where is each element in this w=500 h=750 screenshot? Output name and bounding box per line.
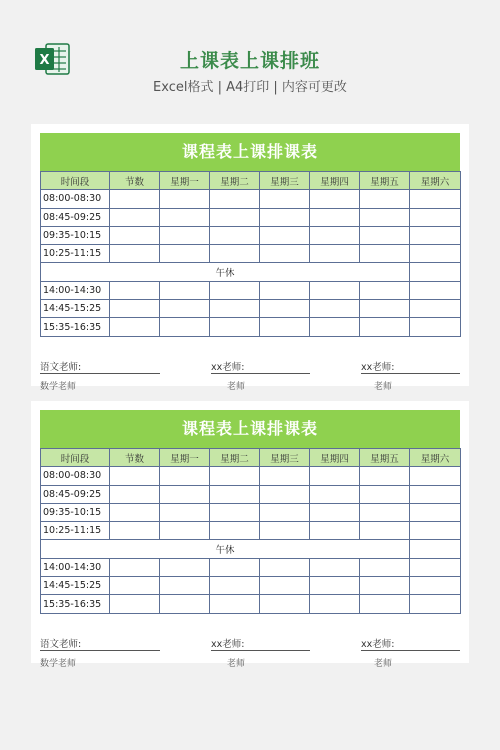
cell[interactable] (160, 595, 210, 613)
cut-off-label: 老师 (374, 382, 393, 392)
cell[interactable] (210, 300, 260, 318)
cut-off-label: 数学老师 (40, 659, 77, 669)
time-slot: 09:35-10:15 (41, 503, 110, 521)
cell[interactable] (210, 245, 260, 263)
column-header: 星期四 (310, 172, 360, 190)
cell[interactable] (410, 595, 461, 613)
cell[interactable] (360, 208, 410, 226)
cell[interactable] (310, 485, 360, 503)
cell[interactable] (210, 558, 260, 576)
cell[interactable] (310, 318, 360, 336)
cell[interactable] (110, 503, 160, 521)
cell[interactable] (360, 467, 410, 485)
cell[interactable] (410, 263, 461, 281)
cell[interactable] (210, 226, 260, 244)
cell[interactable] (410, 300, 461, 318)
cell[interactable] (110, 318, 160, 336)
cell[interactable] (360, 595, 410, 613)
cell[interactable] (410, 467, 461, 485)
cell[interactable] (210, 190, 260, 208)
signature-teacher-2 (211, 636, 244, 650)
page-title: 上课表上课排班 (179, 50, 320, 72)
cell[interactable] (410, 503, 461, 521)
cell[interactable] (260, 318, 310, 336)
time-slot: 09:35-10:15 (41, 226, 110, 244)
cell[interactable] (410, 522, 461, 540)
signature-label: xx老师: (361, 639, 395, 650)
cell[interactable] (260, 226, 310, 244)
time-slot: 15:35-16:35 (41, 318, 110, 336)
column-header: 星期四 (310, 449, 360, 467)
cell[interactable] (160, 485, 210, 503)
table-row (41, 485, 461, 503)
header-row (41, 449, 461, 467)
cell[interactable] (110, 245, 160, 263)
signature-teacher-3 (361, 636, 394, 650)
time-slot: 08:00-08:30 (41, 190, 110, 208)
cell[interactable] (260, 208, 310, 226)
column-header: 节数 (110, 449, 160, 467)
cell[interactable] (260, 503, 310, 521)
cell[interactable] (160, 208, 210, 226)
time-slot: 15:35-16:35 (41, 595, 110, 613)
cell[interactable] (310, 558, 360, 576)
lunch-label: 午休 (41, 540, 410, 558)
cell[interactable] (410, 281, 461, 299)
cell[interactable] (310, 281, 360, 299)
signature-teacher-2 (211, 359, 244, 373)
cell[interactable] (160, 318, 210, 336)
signature-label: 语文老师: (40, 362, 82, 373)
cell[interactable] (160, 245, 210, 263)
signature-label: 语文老师: (40, 639, 82, 650)
cell[interactable] (210, 318, 260, 336)
column-header: 时间段 (41, 172, 110, 190)
cell[interactable] (310, 595, 360, 613)
cell[interactable] (410, 558, 461, 576)
cell[interactable] (110, 226, 160, 244)
column-header: 节数 (110, 172, 160, 190)
signature-label: xx老师: (211, 362, 245, 373)
cell[interactable] (110, 485, 160, 503)
lunch-row (41, 263, 461, 281)
lunch-label: 午休 (41, 263, 410, 281)
cell[interactable] (260, 577, 310, 595)
cell[interactable] (260, 281, 310, 299)
time-slot: 08:45-09:25 (41, 485, 110, 503)
cut-off-label: 老师 (227, 382, 246, 392)
table-row (41, 300, 461, 318)
column-header: 星期六 (410, 449, 461, 467)
time-slot: 08:00-08:30 (41, 467, 110, 485)
table-row (41, 558, 461, 576)
cell[interactable] (110, 467, 160, 485)
cell[interactable] (210, 485, 260, 503)
cell[interactable] (360, 522, 410, 540)
cell[interactable] (260, 467, 310, 485)
table-row (41, 467, 461, 485)
header-row (41, 172, 461, 190)
cell[interactable] (410, 245, 461, 263)
cell[interactable] (210, 522, 260, 540)
cell[interactable] (160, 300, 210, 318)
cell[interactable] (110, 577, 160, 595)
cell[interactable] (110, 300, 160, 318)
cell[interactable] (410, 226, 461, 244)
cell[interactable] (160, 467, 210, 485)
cut-off-label: 数学老师 (40, 382, 77, 392)
cell[interactable] (360, 318, 410, 336)
cell[interactable] (110, 522, 160, 540)
page-header (0, 0, 500, 110)
cell[interactable] (410, 208, 461, 226)
cell[interactable] (360, 577, 410, 595)
table-row (41, 226, 461, 244)
cell[interactable] (160, 558, 210, 576)
column-header: 星期二 (210, 172, 260, 190)
column-header: 时间段 (41, 449, 110, 467)
cell[interactable] (160, 577, 210, 595)
cell[interactable] (260, 245, 310, 263)
cell[interactable] (360, 485, 410, 503)
cell[interactable] (260, 190, 310, 208)
column-header: 星期一 (160, 172, 210, 190)
cell[interactable] (360, 558, 410, 576)
table-row (41, 190, 461, 208)
lunch-row (41, 540, 461, 558)
logo-letter: X (39, 53, 50, 68)
cell[interactable] (260, 485, 310, 503)
cell[interactable] (410, 577, 461, 595)
cell[interactable] (410, 190, 461, 208)
cut-off-label: 老师 (227, 659, 246, 669)
column-header: 星期三 (260, 449, 310, 467)
cell[interactable] (210, 208, 260, 226)
cell[interactable] (110, 281, 160, 299)
cell[interactable] (110, 558, 160, 576)
cell[interactable] (160, 226, 210, 244)
cell[interactable] (210, 577, 260, 595)
cell[interactable] (360, 190, 410, 208)
cell[interactable] (110, 208, 160, 226)
cut-off-label: 老师 (374, 659, 393, 669)
time-slot: 10:25-11:15 (41, 522, 110, 540)
column-header: 星期二 (210, 449, 260, 467)
table-row (41, 318, 461, 336)
time-slot: 14:00-14:30 (41, 558, 110, 576)
cell[interactable] (310, 300, 360, 318)
cell[interactable] (410, 318, 461, 336)
cell[interactable] (210, 467, 260, 485)
time-slot: 08:45-09:25 (41, 208, 110, 226)
cell[interactable] (310, 190, 360, 208)
cell[interactable] (310, 226, 360, 244)
cell[interactable] (260, 300, 310, 318)
timetable-grid (40, 448, 461, 614)
signature-teacher-3 (361, 359, 394, 373)
time-slot: 14:45-15:25 (41, 300, 110, 318)
table-row (41, 503, 461, 521)
table-row (41, 281, 461, 299)
cell[interactable] (310, 503, 360, 521)
cell[interactable] (310, 467, 360, 485)
cell[interactable] (410, 540, 461, 558)
time-slot: 14:45-15:25 (41, 577, 110, 595)
signature-label: xx老师: (361, 362, 395, 373)
timetable-sheet-2 (31, 401, 469, 669)
signature-chinese-teacher (40, 359, 81, 373)
page-subtitle: Excel格式 | A4打印 | 内容可更改 (153, 80, 347, 95)
cell[interactable] (310, 208, 360, 226)
column-header: 星期一 (160, 449, 210, 467)
column-header: 星期六 (410, 172, 461, 190)
cell[interactable] (110, 595, 160, 613)
cell[interactable] (260, 558, 310, 576)
table-row (41, 595, 461, 613)
table-row (41, 208, 461, 226)
cell[interactable] (360, 503, 410, 521)
cell[interactable] (160, 503, 210, 521)
timetable-grid (40, 171, 461, 337)
cell[interactable] (310, 577, 360, 595)
cell[interactable] (210, 503, 260, 521)
cell[interactable] (310, 522, 360, 540)
cell[interactable] (410, 485, 461, 503)
cell[interactable] (210, 595, 260, 613)
signature-chinese-teacher (40, 636, 81, 650)
timetable-sheet-1 (31, 124, 469, 392)
table-row (41, 577, 461, 595)
cell[interactable] (160, 522, 210, 540)
cell[interactable] (110, 190, 160, 208)
cell[interactable] (260, 595, 310, 613)
cell[interactable] (160, 281, 210, 299)
cell[interactable] (360, 300, 410, 318)
cell[interactable] (360, 281, 410, 299)
time-slot: 14:00-14:30 (41, 281, 110, 299)
table-row (41, 245, 461, 263)
cell[interactable] (310, 245, 360, 263)
cell[interactable] (360, 245, 410, 263)
cell[interactable] (160, 190, 210, 208)
cell[interactable] (210, 281, 260, 299)
table-row (41, 522, 461, 540)
column-header: 星期五 (360, 449, 410, 467)
column-header: 星期五 (360, 172, 410, 190)
time-slot: 10:25-11:15 (41, 245, 110, 263)
cell[interactable] (260, 522, 310, 540)
signature-label: xx老师: (211, 639, 245, 650)
timetable-banner: 课程表上课排课表 (40, 410, 460, 448)
column-header: 星期三 (260, 172, 310, 190)
cell[interactable] (360, 226, 410, 244)
timetable-banner: 课程表上课排课表 (40, 133, 460, 171)
